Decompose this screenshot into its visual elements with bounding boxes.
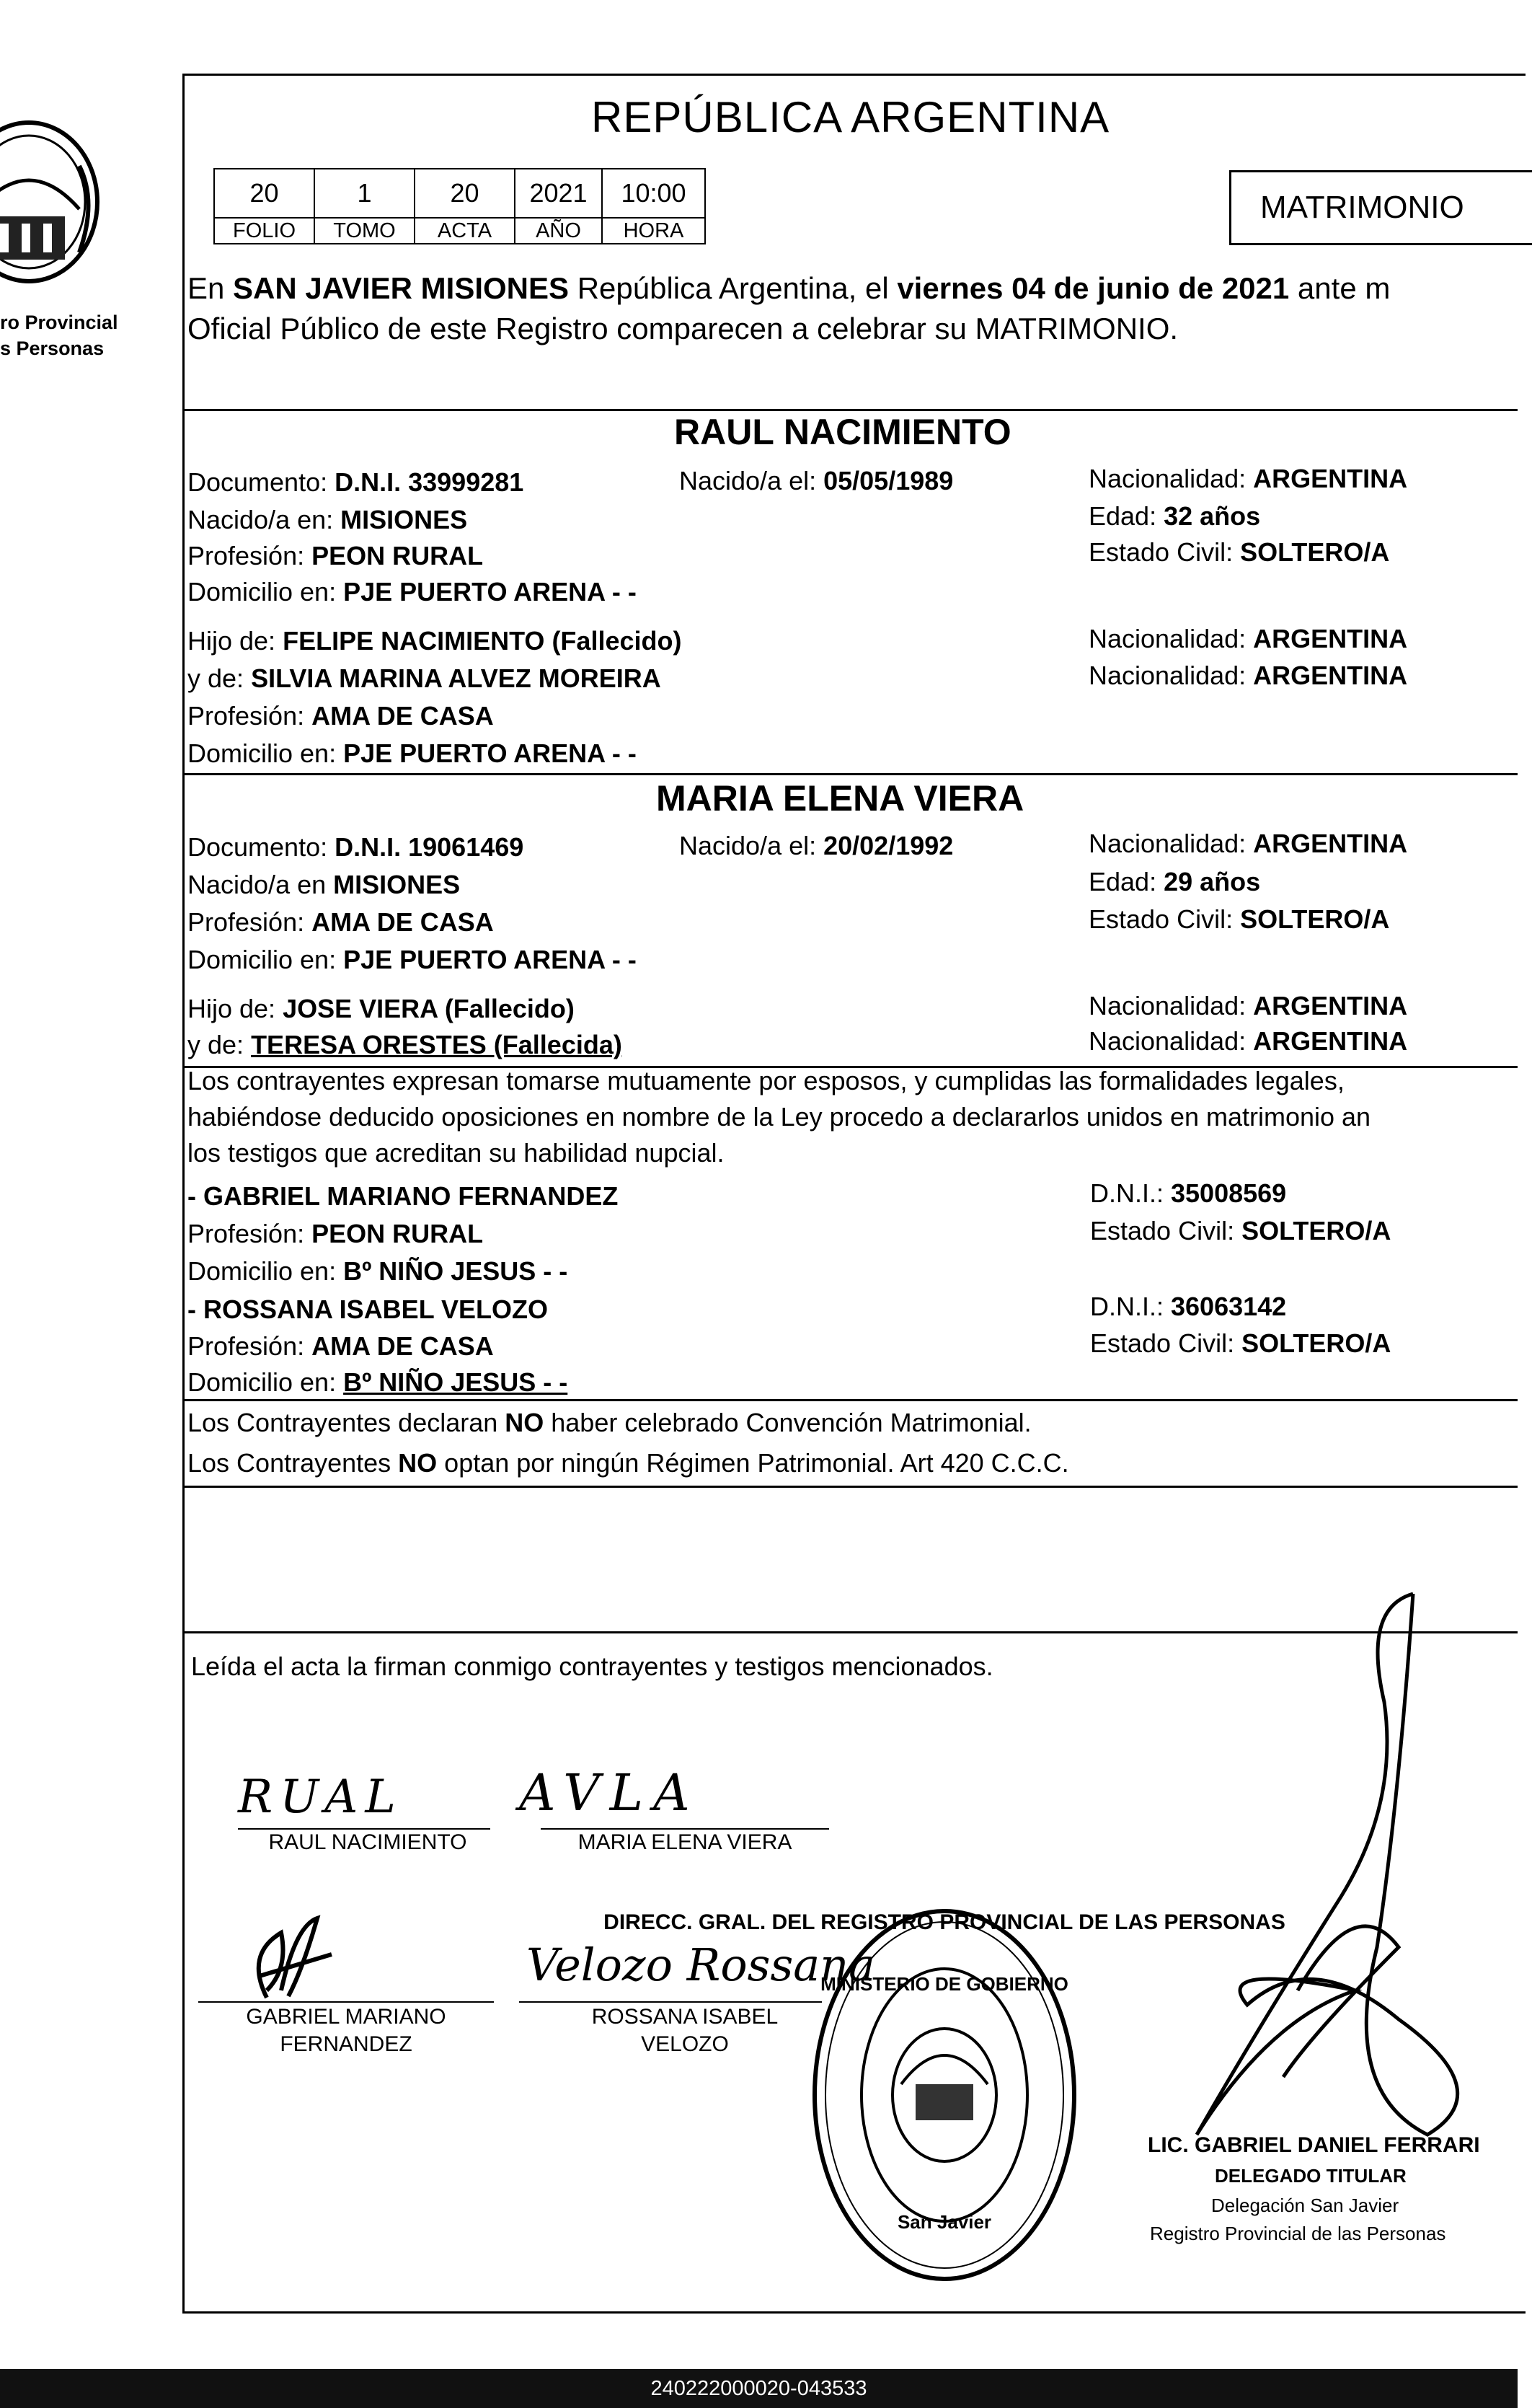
value: 29 años <box>1164 867 1261 896</box>
intro-text: ante m <box>1289 271 1391 305</box>
text: optan por ningún Régimen Patrimonial. Art 420 C.C.C. <box>437 1448 1069 1478</box>
signature-line <box>198 2001 494 2003</box>
value: SILVIA MARINA ALVEZ MOREIRA <box>251 663 661 693</box>
witness-2-dni <box>1090 1292 1286 1322</box>
intro-line-1 <box>187 271 1390 306</box>
bride-birthplace <box>187 870 460 900</box>
witness-2-handwritten-signature: Velozo Rossana <box>526 1939 876 1991</box>
bride-nationality <box>1089 829 1407 859</box>
label: Profesión: <box>187 1219 312 1248</box>
bride-born <box>679 831 953 861</box>
logo-caption-line-1: ro Provincial <box>0 312 118 333</box>
intro-text: En <box>187 271 234 305</box>
intro-date: viernes 04 de junio de 2021 <box>897 271 1290 305</box>
label: Nacido/a en <box>187 870 334 899</box>
value: AMA DE CASA <box>311 907 494 937</box>
witness-2-signature-name-line-1: ROSSANA ISABEL <box>591 2005 779 2029</box>
groom-mother-profession <box>187 701 494 731</box>
tomo-value: 1 <box>314 169 415 218</box>
witness-1-handwritten-signature <box>238 1911 339 2005</box>
year-value: 2021 <box>515 169 602 218</box>
label: Nacionalidad: <box>1089 464 1254 493</box>
bride-doc <box>187 832 523 863</box>
groom-profession <box>187 541 483 571</box>
value: PJE PUERTO ARENA - - <box>343 738 637 768</box>
label: D.N.I.: <box>1090 1178 1172 1208</box>
intro-text: República Argentina, el <box>569 271 898 305</box>
value: ARGENTINA <box>1253 624 1408 653</box>
witness-2-profession <box>187 1331 494 1362</box>
text: Los Contrayentes <box>187 1448 399 1478</box>
label: Domicilio en: <box>187 738 344 768</box>
label: Domicilio en: <box>187 945 344 974</box>
text: NO <box>505 1408 544 1437</box>
convention-line-2 <box>187 1448 1069 1478</box>
witness-2-name: - ROSSANA ISABEL VELOZO <box>187 1295 549 1324</box>
logo-caption-line-2: s Personas <box>0 338 105 359</box>
witness-2-civil-status <box>1090 1328 1391 1359</box>
value: SOLTERO/A <box>1241 1216 1391 1245</box>
bride-mother <box>187 1030 622 1060</box>
value: AMA DE CASA <box>311 1331 494 1361</box>
groom-father <box>187 626 681 656</box>
officer-role: DELEGADO TITULAR <box>1215 2165 1407 2187</box>
bride-civil-status <box>1089 904 1389 935</box>
value: ARGENTINA <box>1253 661 1408 690</box>
bride-address <box>187 945 637 975</box>
label: Nacido/a en: <box>187 505 341 534</box>
label: Edad: <box>1089 867 1164 896</box>
value: Bº NIÑO JESUS - - <box>343 1256 568 1286</box>
label: Nacionalidad: <box>1089 829 1254 858</box>
bride-father-nationality <box>1089 991 1407 1021</box>
value: ARGENTINA <box>1253 1026 1408 1056</box>
signature-line <box>238 1828 490 1830</box>
value: Bº NIÑO JESUS - - <box>343 1367 568 1397</box>
label: Profesión: <box>187 541 312 570</box>
label: y de: <box>187 1030 252 1059</box>
groom-birthplace <box>187 505 467 535</box>
groom-mother-nationality <box>1089 661 1407 691</box>
bride-name-title: MARIA ELENA VIERA <box>656 778 1024 819</box>
witness-1-civil-status <box>1090 1216 1391 1246</box>
document-code: 240222000020-043533 <box>650 2377 867 2400</box>
groom-doc <box>187 467 523 498</box>
groom-mother <box>187 663 661 694</box>
groom-handwritten-signature: RUAL <box>238 1770 403 1824</box>
value: 20/02/1992 <box>823 831 954 860</box>
bride-handwritten-signature: AVLA <box>519 1763 700 1822</box>
reading-statement: Leída el acta la firman conmigo contrayentes y testigos mencionados. <box>191 1651 993 1681</box>
text: NO <box>398 1448 438 1478</box>
label: Nacionalidad: <box>1089 1026 1254 1056</box>
hour-value: 10:00 <box>602 169 705 218</box>
groom-mother-address <box>187 738 637 769</box>
signature-line <box>519 2001 822 2003</box>
value: D.N.I. 19061469 <box>335 832 524 862</box>
declaration-line-3: los testigos que acreditan su habilidad nupcial. <box>187 1138 725 1168</box>
value: ARGENTINA <box>1253 464 1408 493</box>
seal-ring-text: DIRECC. GRAL. DEL REGISTRO PROVINCIAL DE LAS PERSONAS <box>603 1910 1285 1934</box>
provincial-coat-of-arms-logo <box>0 108 101 310</box>
declaration-line-2: habiéndose deducido oposiciones en nombre de la Ley procedo a declararlos unidos en matrimonio an <box>187 1102 1371 1132</box>
intro-line-2: Oficial Público de este Registro comparecen a celebrar su MATRIMONIO. <box>187 312 1179 345</box>
value: 32 años <box>1164 501 1261 531</box>
label: Estado Civil: <box>1090 1216 1242 1245</box>
officer-handwritten-signature <box>1125 1587 1514 2164</box>
value: PEON RURAL <box>311 541 484 570</box>
groom-nationality <box>1089 464 1407 494</box>
label: Nacionalidad: <box>1089 991 1254 1020</box>
witness-1-profession <box>187 1219 483 1249</box>
value: TERESA ORESTES (Fallecida) <box>251 1030 622 1059</box>
label: Nacido/a el: <box>679 466 824 495</box>
label: Hijo de: <box>187 994 283 1023</box>
witness-2-signature-name-line-2: VELOZO <box>641 2032 729 2056</box>
bride-signature-name: MARIA ELENA VIERA <box>577 1830 792 1854</box>
value: MISIONES <box>340 505 468 534</box>
tomo-label: TOMO <box>314 218 415 244</box>
groom-name-title: RAUL NACIMIENTO <box>674 412 1011 452</box>
registry-table <box>213 168 706 244</box>
label: Estado Civil: <box>1089 537 1241 567</box>
acta-value: 20 <box>415 169 515 218</box>
label: Profesión: <box>187 701 312 731</box>
year-label: AÑO <box>515 218 602 244</box>
value: D.N.I. 33999281 <box>335 467 524 497</box>
label: Nacionalidad: <box>1089 624 1254 653</box>
intro-place: SAN JAVIER MISIONES <box>233 271 570 305</box>
divider <box>182 773 1518 775</box>
text: haber celebrado Convención Matrimonial. <box>544 1408 1032 1437</box>
label: Nacionalidad: <box>1089 661 1254 690</box>
hour-label: HORA <box>602 218 705 244</box>
value: PJE PUERTO ARENA - - <box>343 945 637 974</box>
officer-name: LIC. GABRIEL DANIEL FERRARI <box>1148 2133 1480 2157</box>
witness-1-name: - GABRIEL MARIANO FERNANDEZ <box>187 1181 619 1211</box>
bride-father <box>187 994 575 1024</box>
label: Documento: <box>187 832 335 862</box>
groom-signature-name: RAUL NACIMIENTO <box>268 1830 467 1854</box>
folio-label: FOLIO <box>214 218 314 244</box>
acta-label: ACTA <box>415 218 515 244</box>
label: Nacido/a el: <box>679 831 824 860</box>
seal-town-text: San Javier <box>897 2211 992 2233</box>
witness-2-address <box>187 1367 567 1398</box>
value: SOLTERO/A <box>1241 1328 1391 1358</box>
value: FELIPE NACIMIENTO (Fallecido) <box>283 626 682 656</box>
groom-father-nationality <box>1089 624 1407 654</box>
convention-line-1 <box>187 1408 1032 1438</box>
label: D.N.I.: <box>1090 1292 1172 1321</box>
act-type: MATRIMONIO <box>1260 190 1464 225</box>
bride-profession <box>187 907 494 938</box>
groom-civil-status <box>1089 537 1389 568</box>
label: Estado Civil: <box>1090 1328 1242 1358</box>
label: Domicilio en: <box>187 1256 344 1286</box>
seal-inner-text: MINISTERIO DE GOBIERNO <box>820 1973 1068 1995</box>
groom-address <box>187 577 637 607</box>
bride-mother-nationality <box>1089 1026 1407 1057</box>
value: JOSE VIERA (Fallecido) <box>283 994 575 1023</box>
label: Domicilio en: <box>187 577 344 607</box>
value: PEON RURAL <box>311 1219 484 1248</box>
value: SOLTERO/A <box>1240 904 1390 934</box>
value: SOLTERO/A <box>1240 537 1390 567</box>
value: ARGENTINA <box>1253 991 1408 1020</box>
value: AMA DE CASA <box>311 701 494 731</box>
witness-1-dni <box>1090 1178 1286 1209</box>
label: Documento: <box>187 467 335 497</box>
text: Los Contrayentes declaran <box>187 1408 505 1437</box>
divider <box>182 1399 1518 1401</box>
officer-office: Delegación San Javier <box>1211 2195 1399 2216</box>
act-type-box <box>1229 170 1532 245</box>
label: y de: <box>187 663 252 693</box>
folio-value: 20 <box>214 169 314 218</box>
bride-age <box>1089 867 1260 897</box>
value: 05/05/1989 <box>823 466 954 495</box>
signature-line <box>541 1828 829 1830</box>
label: Hijo de: <box>187 626 283 656</box>
value: 36063142 <box>1171 1292 1287 1321</box>
witness-1-signature-name-line-2: FERNANDEZ <box>280 2032 412 2056</box>
witness-1-address <box>187 1256 567 1287</box>
groom-born <box>679 466 953 496</box>
divider <box>182 1486 1518 1488</box>
value: ARGENTINA <box>1253 829 1408 858</box>
country-title: REPÚBLICA ARGENTINA <box>591 93 1110 141</box>
declaration-line-1: Los contrayentes expresan tomarse mutuamente por esposos, y cumplidas las formalidades legales, <box>187 1066 1345 1095</box>
groom-age <box>1089 501 1260 532</box>
label: Edad: <box>1089 501 1164 531</box>
label: Profesión: <box>187 907 312 937</box>
label: Estado Civil: <box>1089 904 1241 934</box>
witness-1-signature-name-line-1: GABRIEL MARIANO <box>246 2005 446 2029</box>
label: Domicilio en: <box>187 1367 344 1397</box>
value: PJE PUERTO ARENA - - <box>343 577 637 607</box>
label: Profesión: <box>187 1331 312 1361</box>
officer-registry: Registro Provincial de las Personas <box>1150 2223 1446 2244</box>
scan-footer-bar <box>0 2369 1518 2408</box>
value: 35008569 <box>1171 1178 1287 1208</box>
value: MISIONES <box>333 870 461 899</box>
